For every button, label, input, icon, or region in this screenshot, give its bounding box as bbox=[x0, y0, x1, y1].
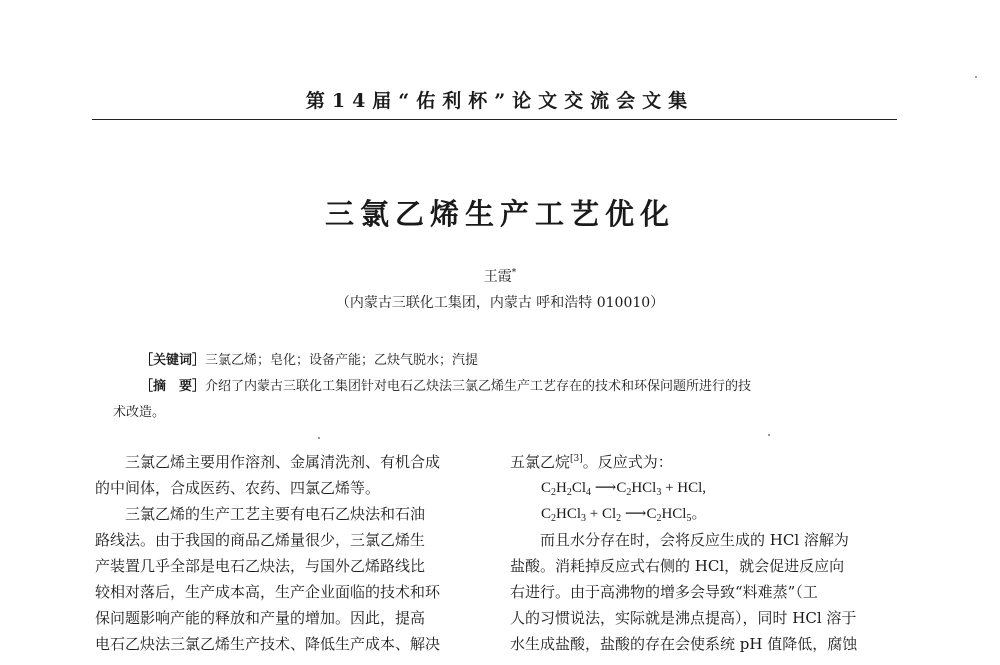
body-line: 右进行。由于高沸物的增多会导致“料难蒸”（工 bbox=[510, 583, 818, 601]
author-footnote-mark: * bbox=[511, 268, 517, 278]
reaction-arrow: ⟶ bbox=[624, 506, 647, 522]
body-line: 而且水分存在时，会将反应生成的 HCl 溶解为 bbox=[540, 531, 849, 549]
body-line: 较相对落后，生产成本高，生产企业面临的技术和环 bbox=[95, 583, 441, 601]
reaction-arrow: ⟶ bbox=[594, 480, 617, 496]
body-line: 产装置几乎全部是电石乙炔法，与国外乙烯路线比 bbox=[95, 557, 426, 575]
body-line: 三氯乙烯的生产工艺主要有电石乙炔法和石油 bbox=[125, 505, 426, 523]
body-line: 电石乙炔法三氯乙烯生产技术、降低生产成本、解决 bbox=[95, 635, 441, 653]
citation-ref: [3] bbox=[570, 454, 583, 464]
author-line bbox=[0, 266, 1000, 286]
equation-plus: + Cl bbox=[586, 506, 617, 522]
body-line: 三氯乙烯主要用作溶剂、金属清洗剂、有机合成 bbox=[125, 453, 441, 471]
equation-tail: + HCl, bbox=[661, 480, 707, 496]
abstract-line bbox=[140, 375, 751, 394]
body-line: 盐酸。消耗掉反应式右侧的 HCl，就会促进反应向 bbox=[510, 557, 845, 575]
body-line: 人的习惯说法，实际就是沸点提高），同时 HCl 溶于 bbox=[510, 609, 857, 627]
scan-speck bbox=[318, 437, 320, 439]
abstract-text-continued: 术改造。 bbox=[113, 405, 166, 420]
reaction-equation-1: $C_2H_2Cl_4$ $⟶C_2HCl_3$ + HCl, bbox=[541, 480, 707, 498]
journal-header: 第14届“佑利杯”论文交流会文集 bbox=[305, 90, 695, 112]
body-right-column bbox=[510, 449, 905, 657]
body-line bbox=[510, 449, 905, 475]
reaction-equation-2: $C_2HCl_3 + Cl_2$ $⟶C_2HCl_5$。 bbox=[541, 506, 707, 524]
body-left-column bbox=[95, 449, 480, 657]
body-line: 水生成盐酸，盐酸的存在会使系统 pH 值降低，腐蚀 bbox=[510, 635, 858, 653]
body-line: 的中间体，合成医药、农药、四氯乙烯等。 bbox=[95, 479, 381, 497]
author-affiliation: （内蒙古三联化工集团，内蒙古 呼和浩特 010010） bbox=[335, 295, 665, 311]
keywords-line bbox=[140, 349, 478, 368]
article-title: 三氯乙烯生产工艺优化 bbox=[324, 197, 675, 231]
body-text: 。反应式为： bbox=[582, 453, 673, 471]
header-rule bbox=[92, 119, 897, 120]
keywords-text: 三氯乙烯；皂化；设备产能；乙炔气脱水；汽提 bbox=[205, 353, 479, 368]
body-text: 五氯乙烷 bbox=[510, 453, 571, 471]
keywords-label: ［关键词］ bbox=[140, 353, 206, 368]
scan-speck bbox=[768, 434, 770, 436]
body-line: 保问题影响产能的释放和产量的增加。因此，提高 bbox=[95, 609, 426, 627]
body-line: 路线法。由于我国的商品乙烯量很少，三氯乙烯生 bbox=[95, 531, 426, 549]
equation-end: 。 bbox=[691, 506, 707, 522]
abstract-label: ［摘 要］ bbox=[140, 379, 206, 394]
author-name: 王霞 bbox=[483, 269, 512, 285]
abstract-text: 介绍了内蒙古三联化工集团针对电石乙炔法三氯乙烯生产工艺存在的技术和环保问题所进行的技 bbox=[205, 379, 752, 394]
scan-speck bbox=[975, 76, 977, 78]
